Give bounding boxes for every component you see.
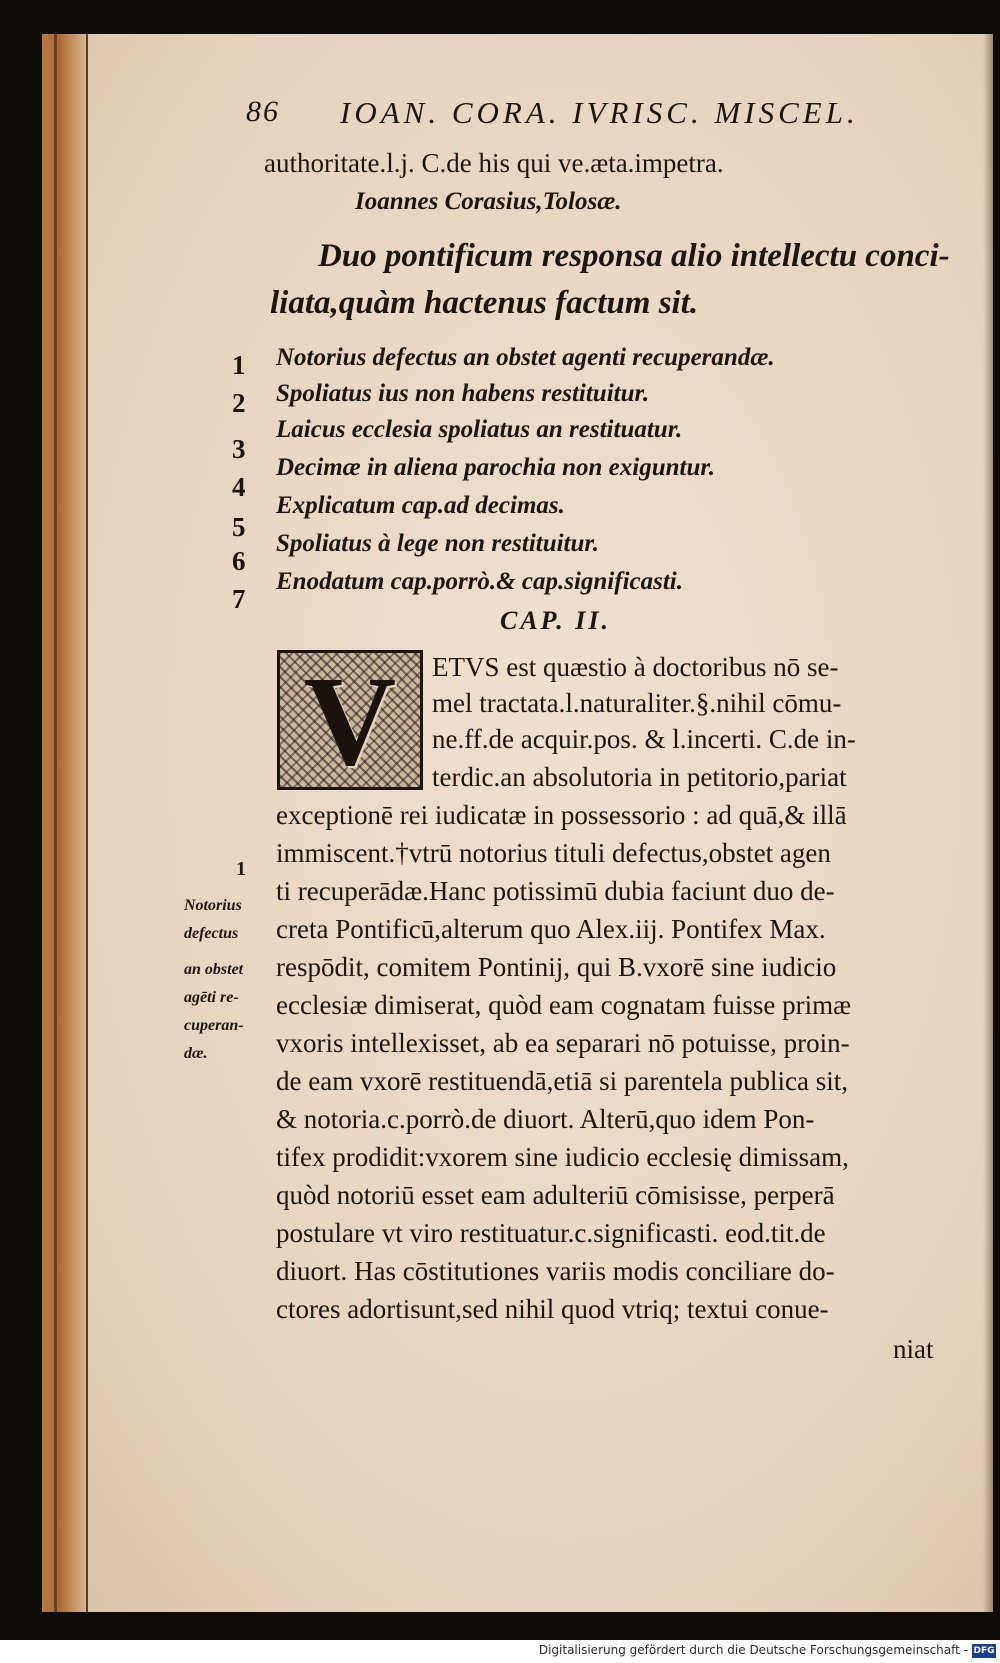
summary-number: 5: [232, 512, 246, 542]
body-line: respōdit, comitem Pontinij, qui B.vxorē sine iudicio: [276, 952, 837, 982]
summary-item: Notorius defectus an obstet agenti recuperandæ.: [276, 344, 775, 371]
chapter-title-line-1: Duo pontificum responsa alio intellectu conci-: [318, 238, 950, 274]
initial-letter: V: [303, 650, 397, 792]
body-line: creta Pontificū,alterum quo Alex.iij. Pontifex Max.: [276, 914, 826, 944]
summary-item: Explicatum cap.ad decimas.: [276, 492, 565, 519]
body-line: postulare vt viro restituatur.c.significasti. eod.tit.de: [276, 1218, 826, 1248]
dfg-logo: DFG: [973, 1646, 995, 1656]
body-line: quòd notoriū esset eam adulteriū cōmisisse, perperā: [276, 1180, 835, 1210]
body-line: diuort. Has cōstitutiones variis modis conciliare do-: [276, 1256, 835, 1286]
summary-number: 2: [232, 388, 246, 418]
summary-item: Laicus ecclesia spoliatus an restituatur.: [276, 416, 683, 443]
body-line: immiscent.†vtrū notorius tituli defectus,obstet agen: [276, 838, 831, 868]
chapter-title-line-2: liata,quàm hactenus factum sit.: [270, 285, 699, 321]
margin-note-line: agēti re-: [184, 989, 239, 1006]
body-line: ecclesiæ dimiserat, quòd eam cognatam fuisse primæ: [276, 990, 852, 1020]
page-edge-shadow: [983, 34, 993, 1612]
summary-item: Spoliatus ius non habens restituitur.: [276, 380, 650, 407]
body-line: ctores adortisunt,sed nihil quod vtriq; textui conue-: [276, 1294, 829, 1324]
catchword: niat: [893, 1334, 934, 1364]
author-line: Ioannes Corasius,Tolosæ.: [355, 188, 622, 215]
summary-number: 6: [232, 546, 246, 576]
footer-bar: [0, 1640, 1000, 1663]
intro-citation: authoritate.l.j. C.de his qui ve.æta.impetra.: [264, 148, 724, 178]
summary-number: 3: [232, 434, 246, 464]
summary-item: Decimæ in aliena parochia non exiguntur.: [276, 454, 715, 481]
margin-note-number: 1: [236, 858, 246, 880]
body-line: ne.ff.de acquir.pos. & l.incerti. C.de in-: [432, 724, 856, 754]
body-line: tifex prodidit:vxorem sine iudicio ecclesię dimissam,: [276, 1142, 849, 1172]
margin-note-line: defectus: [184, 925, 239, 942]
body-line: terdic.an absolutoria in petitorio,pariat: [432, 762, 847, 792]
running-title: IOAN. CORA. IVRISC. MISCEL.: [340, 95, 859, 130]
body-line: & notoria.c.porrò.de diuort. Alterū,quo idem Pon-: [276, 1104, 815, 1134]
margin-note-line: cuperan-: [184, 1017, 244, 1034]
summary-item: Spoliatus à lege non restituitur.: [276, 530, 600, 557]
summary-number: 4: [232, 472, 246, 502]
body-line: exceptionē rei iudicatæ in possessorio : ad quā,& illā: [276, 800, 847, 830]
body-line: ETVS est quæstio à doctoribus nō se-: [432, 652, 839, 682]
summary-number: 7: [232, 584, 246, 614]
margin-note-line: Notorius: [184, 897, 242, 914]
body-line: vxoris intellexisset, ab ea separari nō potuisse, proin-: [276, 1028, 850, 1058]
margin-note-line: an obstet: [184, 961, 244, 978]
summary-number: 1: [232, 350, 246, 380]
body-line: ti recuperādæ.Hanc potissimū dubia faciunt duo de-: [276, 876, 835, 906]
body-line: de eam vxorē restituendā,etiā si parentela publica sit,: [276, 1066, 849, 1096]
margin-note-line: dæ.: [184, 1045, 208, 1062]
page-gutter: [42, 34, 88, 1612]
gutter-line: [54, 34, 57, 1612]
funding-notice: Digitalisierung gefördert durch die Deutsche Forschungsgemeinschaft -: [538, 1643, 968, 1657]
body-line: mel tractata.l.naturaliter.§.nihil cōmu-: [432, 688, 842, 718]
page-number: 86: [246, 95, 280, 128]
summary-item: Enodatum cap.porrò.& cap.significasti.: [276, 568, 683, 595]
decorated-initial: [277, 650, 423, 790]
chapter-heading: CAP. II.: [500, 606, 611, 635]
